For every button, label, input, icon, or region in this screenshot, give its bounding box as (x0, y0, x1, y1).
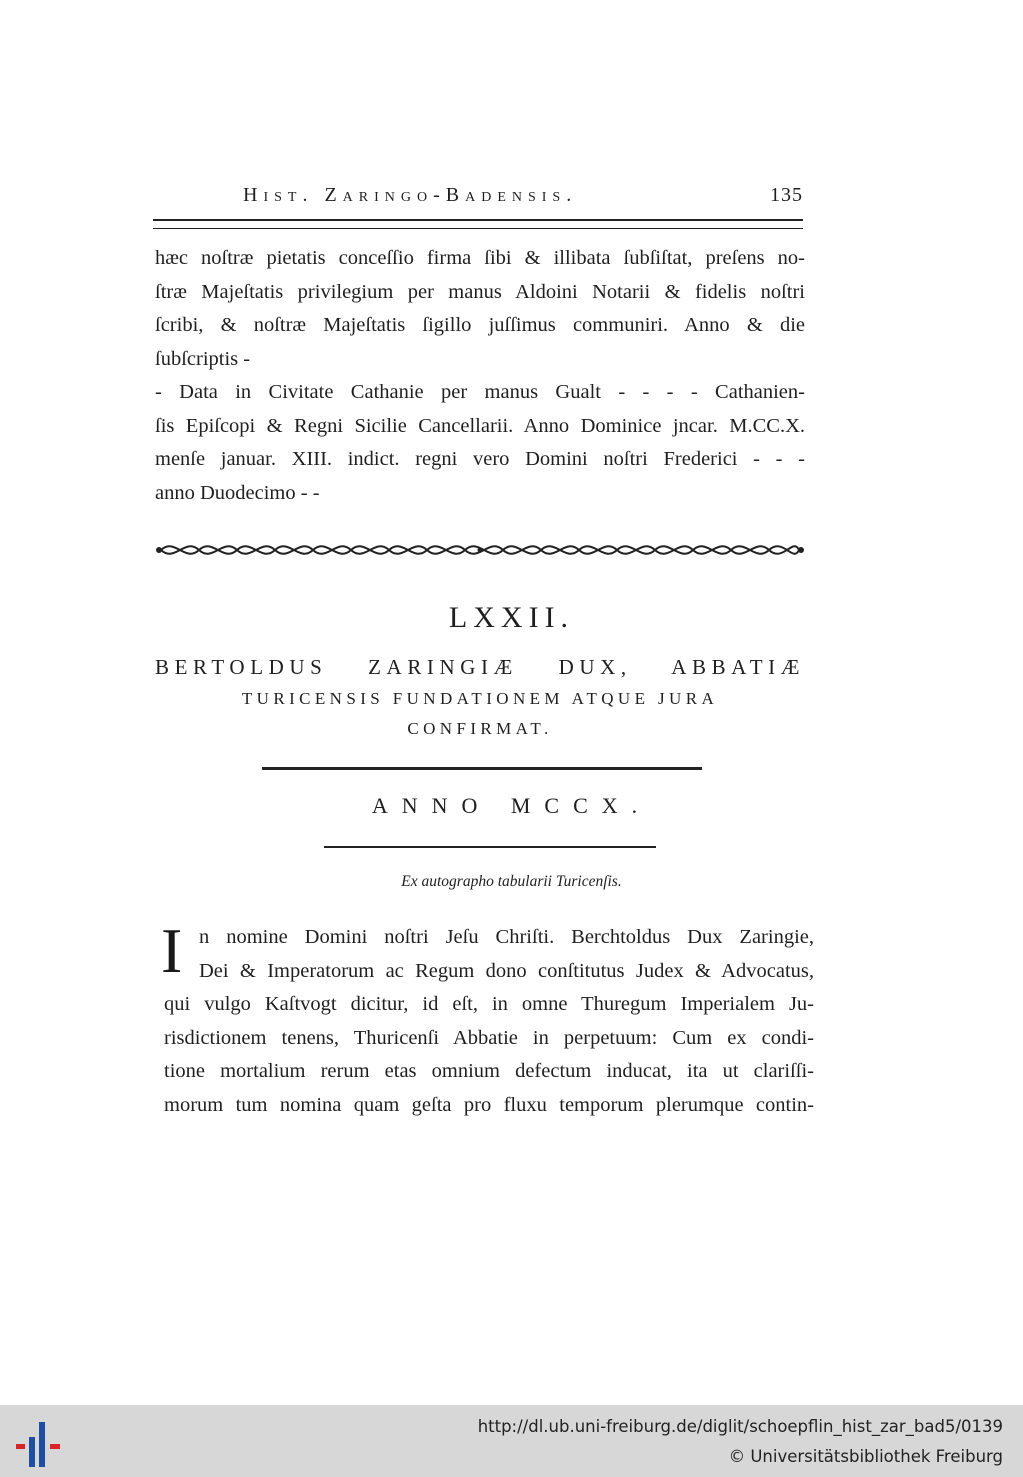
text-line: risdictionem tenens, Thuricenſi Abbatie in perpetuum: Cum ex condi- (164, 1026, 814, 1049)
ornamental-border (155, 535, 805, 565)
permalink-url[interactable]: http://dl.ub.uni-freiburg.de/diglit/schoepflin_hist_zar_bad5/0139 (477, 1417, 1003, 1436)
text-line: ſtræ Majeſtatis privilegium per manus Aldoini Notarii & fidelis noſtri (155, 280, 805, 303)
text-line: menſe januar. XIII. indict. regni vero Domini noſtri Frederici - - - (155, 448, 805, 470)
text-line: ſis Epiſcopi & Regni Sicilie Cancellarii. Anno Dominice jncar. M.CC.X. (155, 414, 805, 437)
chapter-heading-line-3: CONFIRMAT. (407, 719, 553, 738)
main-text-block (164, 921, 814, 1122)
page-number: 135 (770, 184, 803, 206)
continued-text-block (155, 242, 805, 510)
chapter-heading-line-1: BERTOLDUS ZARINGIÆ DUX, ABBATIÆ (155, 655, 805, 679)
header-double-rule (153, 219, 803, 229)
drop-cap-initial: I (161, 915, 183, 986)
copyright-notice: © Universitätsbibliothek Freiburg (728, 1447, 1003, 1466)
text-line: hæc noſtræ pietatis conceſſio firma ſibi & illibata ſubſiſtat, preſens no- (155, 247, 805, 269)
text-line: - Data in Civitate Cathanie per manus Gualt - - - - Cathanien- (155, 381, 805, 403)
text-line: Dei & Imperatorum ac Regum dono conſtitutus Judex & Advocatus, (199, 959, 814, 982)
text-line: qui vulgo Kaſtvogt dicitur, id eſt, in omne Thuregum Imperialem Ju- (164, 993, 814, 1015)
library-logo-icon (16, 1417, 66, 1467)
text-line: morum tum nomina quam geſta pro fluxu temporum plerumque contin- (164, 1093, 814, 1116)
text-line: anno Duodecimo - - (155, 481, 320, 504)
text-line: ſubſcriptis - (155, 347, 251, 370)
year-line: ANNO MCCX. (371, 793, 652, 818)
text-line: n nomine Domini noſtri Jeſu Chriſti. Berchtoldus Dux Zaringie, (199, 926, 814, 948)
text-line: ſcribi, & noſtræ Majeſtatis ſigillo juſſimus communiri. Anno & die (155, 314, 805, 336)
chapter-heading-line-2: TURICENSIS FUNDATIONEM ATQUE JURA (241, 689, 719, 708)
source-note: Ex autographo tabularii Turicenſis. (401, 873, 622, 890)
year-rule (324, 846, 656, 848)
heading-rule (262, 767, 702, 770)
running-head-title: Hist. Zaringo-Badensis. (243, 184, 578, 206)
text-line: tione mortalium rerum etas omnium defectum inducat, ita ut clariſſi- (164, 1060, 814, 1082)
viewer-footer (0, 1405, 1023, 1477)
chapter-number: LXXII. (448, 601, 575, 634)
running-head (155, 184, 805, 210)
